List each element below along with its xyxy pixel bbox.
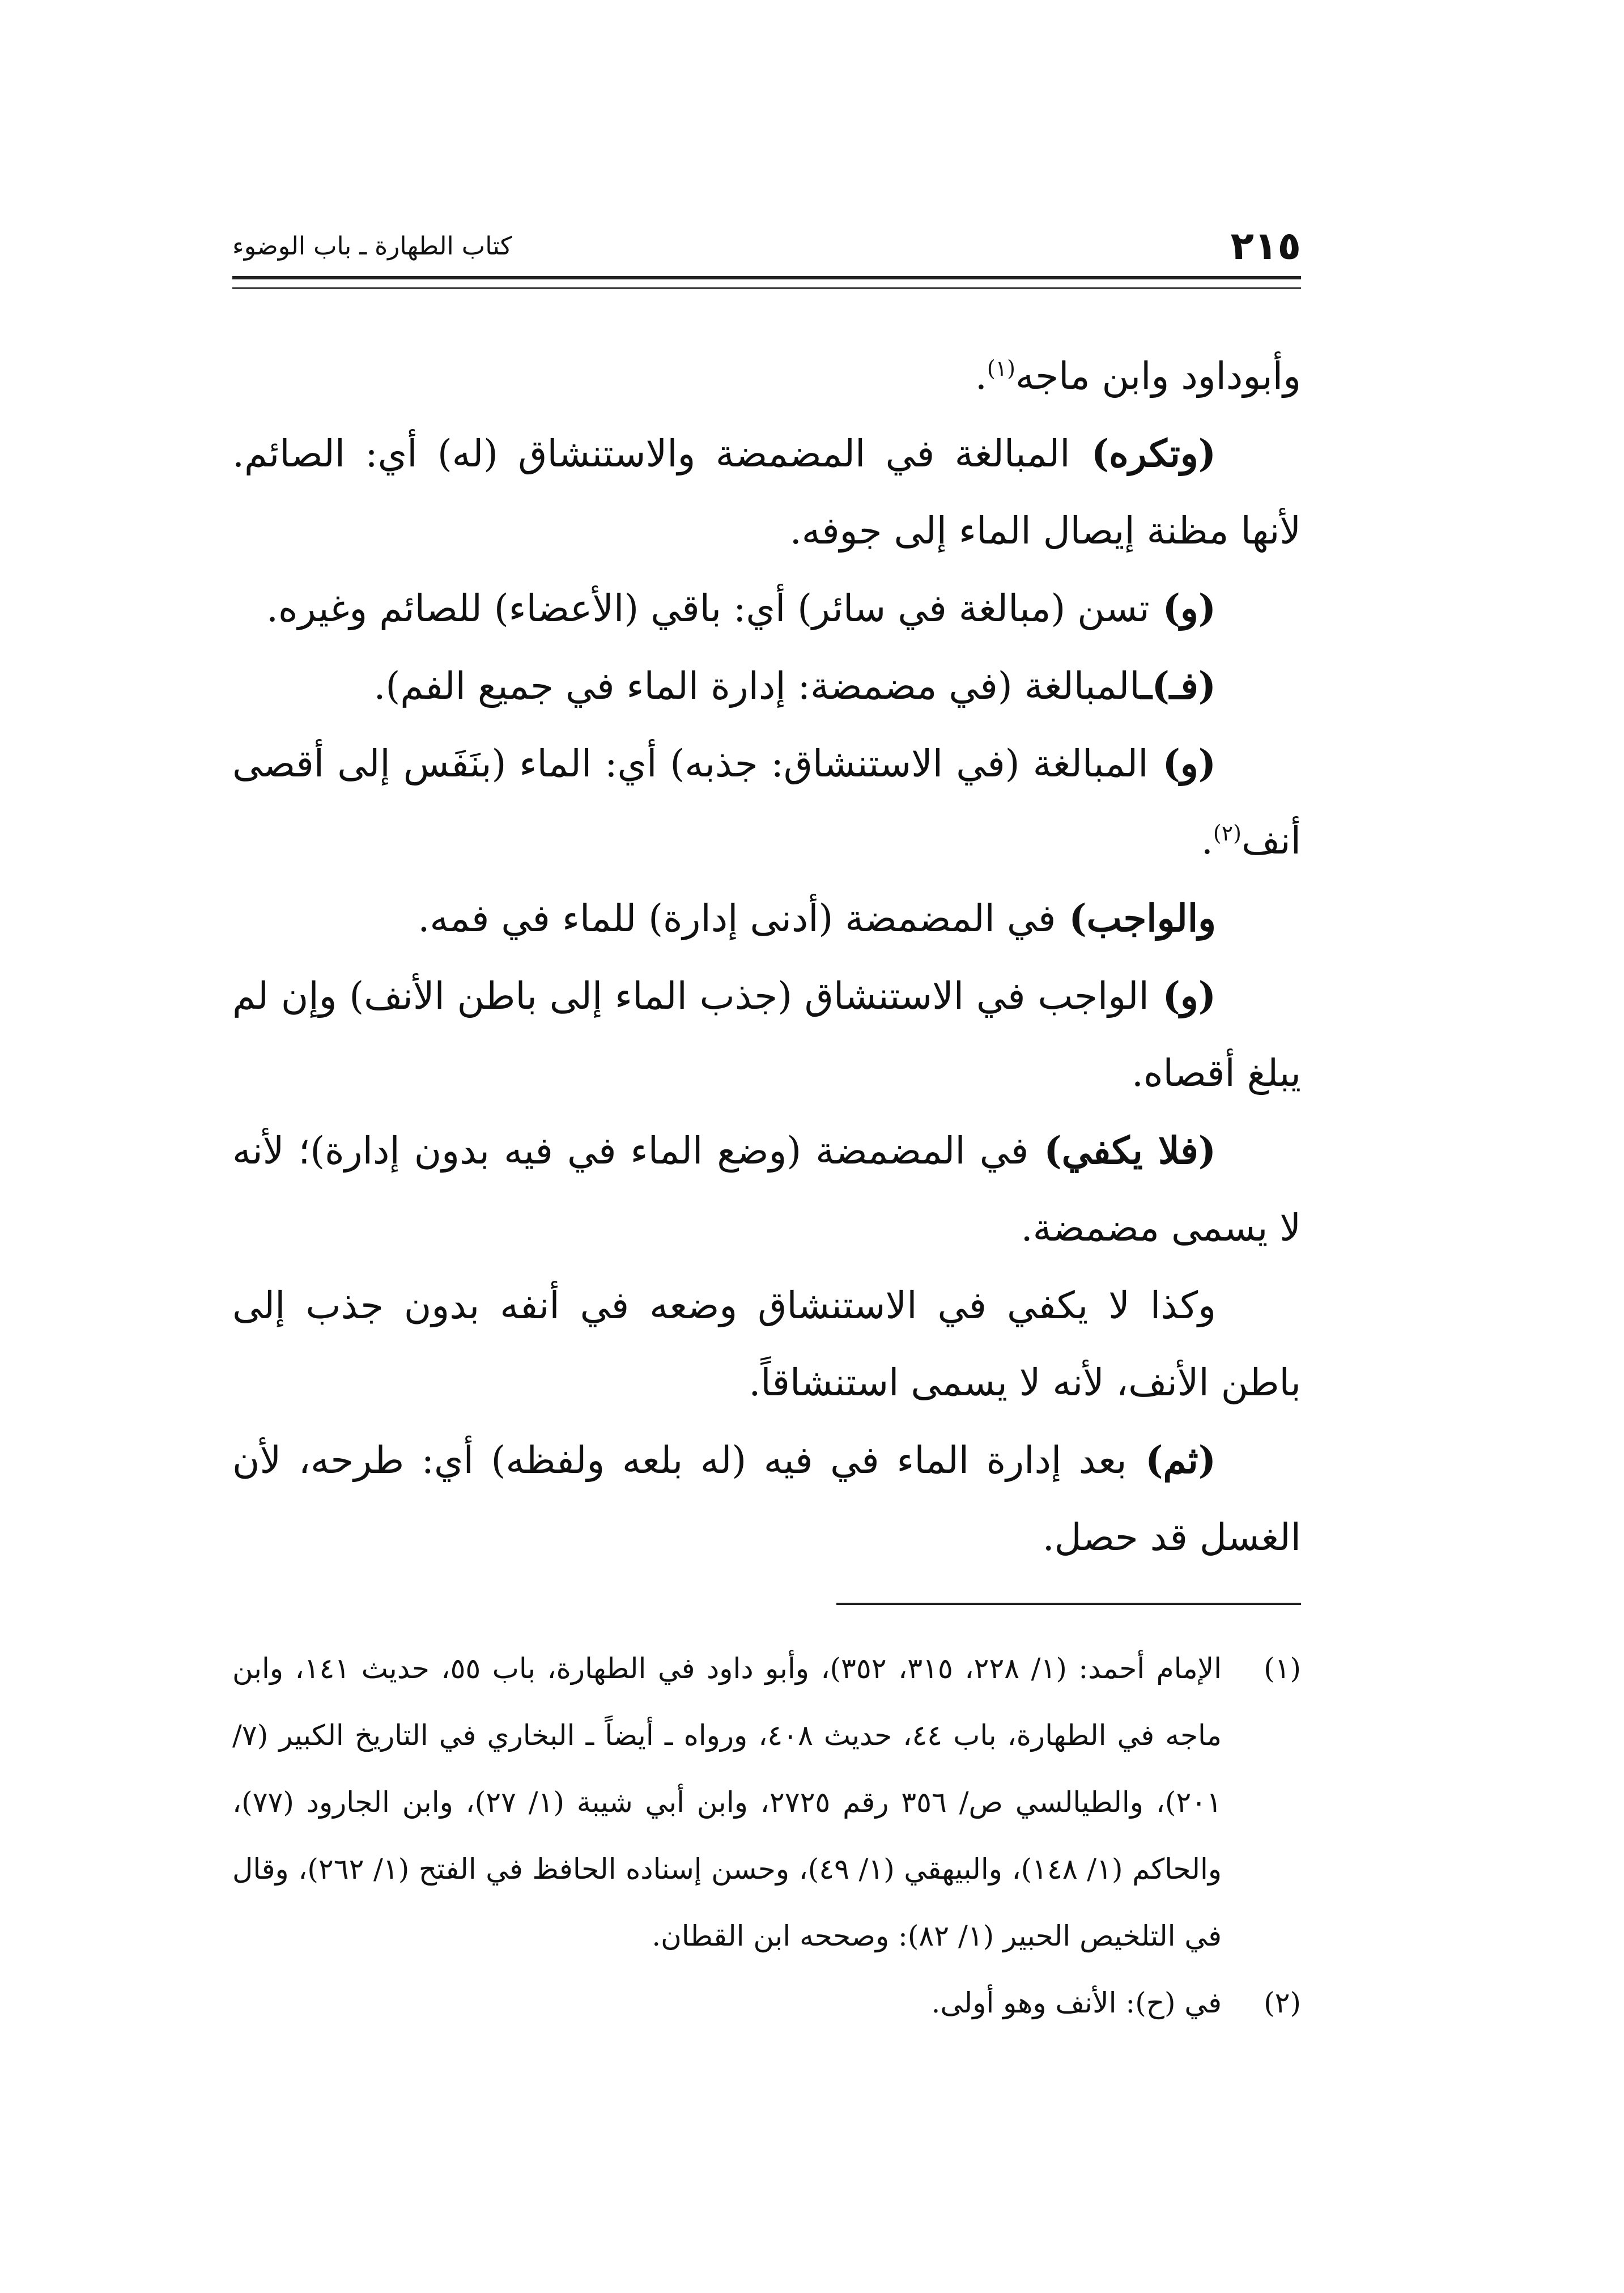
paragraph: وأبوداود وابن ماجه$^{(١)}$. — [975, 354, 1301, 398]
footnote-text: في (ح): الأنف وهو أولى. — [931, 1986, 1222, 2019]
paragraph: (و) الواجب في الاستنشاق (جذب الماء إلى باطن الأنف) وإن لم يبلغ أقصاه. — [232, 974, 1301, 1095]
footnote — [232, 1635, 1301, 1969]
footnotes — [232, 1635, 1301, 2036]
paragraph: وكذا لا يكفي في الاستنشاق وضعه في أنفه بدون جذب إلى باطن الأنف، لأنه لا يسمى استنشاقاً. — [232, 1284, 1301, 1404]
paragraph: (وتكره) المبالغة في المضمضة والاستنشاق (له) أي: الصائم. لأنها مظنة إيصال الماء إلى جوفه. — [232, 431, 1301, 553]
page-number: ٢١٥ — [1230, 224, 1301, 269]
footnote-number: (٢) — [1264, 1986, 1301, 2019]
paragraph: (فـ)ـالمبالغة (في مضمضة: إدارة الماء في جميع الفم). — [373, 664, 1216, 708]
footnote-text: الإمام أحمد: (١/ ٢٢٨، ٣١٥، ٣٥٢)، وأبو داود في الطهارة، باب ٥٥، حديث ١٤١، وابن ماجه في الطهارة، باب ٤٤، حديث ٤٠٨، ورواه ـ أيضاً ـ البخاري في التاريخ الكبير (٧/ ٢٠١)، والطيالسي ص/ ٣٥٦ رقم ٢٧٢٥، وابن أبي شيبة (١/ ٢٧)، وابن الجارود (٧٧)، والحاكم (١/ ١٤٨)، والبيهقي (١/ ٤٩)، وحسن إسناده الحافظ في الفتح (١/ ٢٦٢)، وقال في التلخيص الحبير (١/ ٨٢): وصححه ابن القطان. — [232, 1652, 1222, 1952]
running-head: كتاب الطهارة ـ باب الوضوء — [232, 232, 512, 261]
body-text — [232, 337, 1301, 1576]
paragraph: (و) المبالغة (في الاستنشاق: جذبه) أي: الماء (بنَفَس إلى أقصى أنف$^{(٢)}$. — [232, 741, 1301, 863]
paragraph: (فلا يكفي) في المضمضة (وضع الماء في فيه بدون إدارة)؛ لأنه لا يسمى مضمضة. — [232, 1128, 1301, 1250]
paragraph: والواجب) في المضمضة (أدنى إدارة) للماء في فمه. — [418, 896, 1216, 940]
paragraph: (ثم) بعد إدارة الماء في فيه (له بلعه ولفظه) أي: طرحه، لأن الغسل قد حصل. — [232, 1438, 1301, 1559]
footnote — [232, 1969, 1301, 2036]
paragraph: (و) تسن (مبالغة في سائر) أي: باقي (الأعضاء) للصائم وغيره. — [266, 586, 1216, 630]
footnote-ref[interactable]: (١) — [987, 356, 1015, 381]
footnote-number: (١) — [1264, 1652, 1301, 1685]
footnote-ref[interactable]: (٢) — [1213, 821, 1242, 846]
footnote-separator — [836, 1603, 1301, 1605]
page-header — [232, 224, 1301, 269]
header-rule — [232, 276, 1301, 289]
